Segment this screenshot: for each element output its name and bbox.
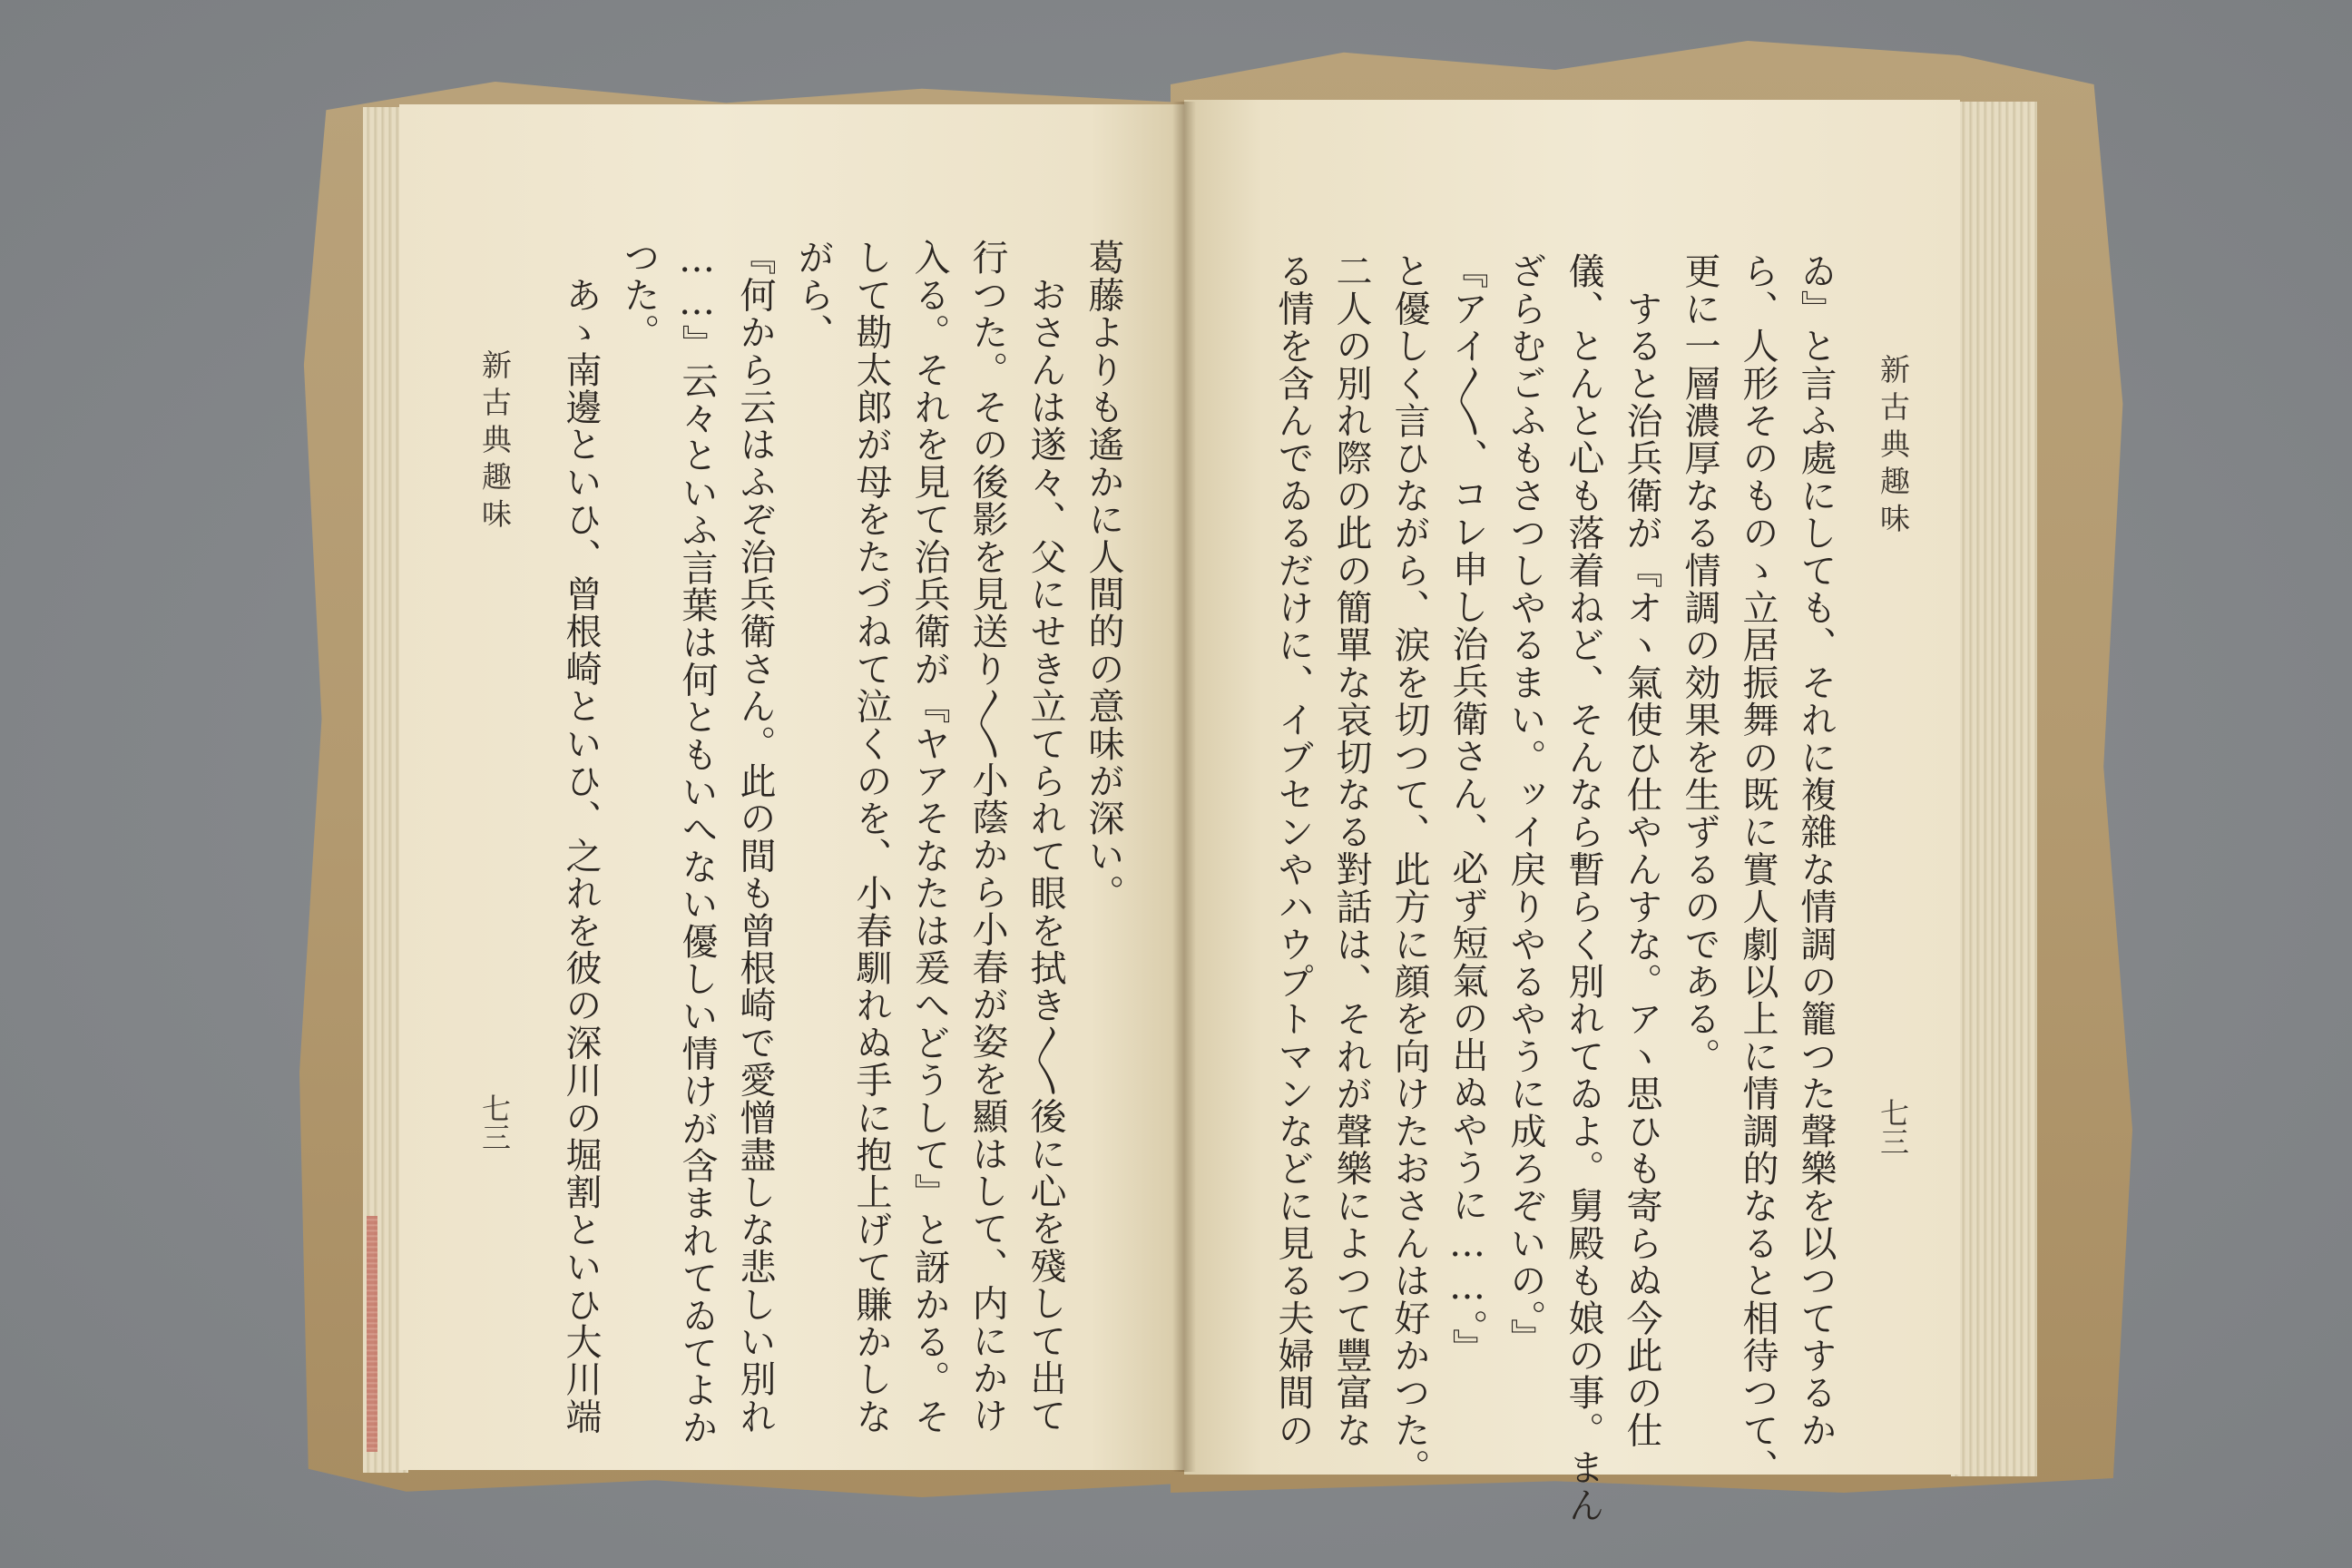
book-gutter [1172,102,1196,1472]
left-line-1: 葛藤よりも遙かに人間的の意味が深い。 [1083,239,1124,912]
left-line-6: がら、 [792,239,834,351]
right-line-7: 『アイ〳〵、コレ申し治兵衛さん、必ず短氣の出ぬやうに……。』 [1446,252,1488,1366]
left-line-5: して勘太郎が母をたづねて泣くのを、小春馴れぬ手に抱上げて賺かしな [850,239,892,1436]
right-line-4: すると治兵衛が『オヽ氣使ひ仕やんすな。アヽ思ひも寄らぬ今此の仕 [1621,252,1662,1449]
right-line-5: 儀、とんと心も落着ねど、そんなら暫らく別れてゐよ。舅殿も娘の事。まん [1563,252,1604,1524]
right-line-2: ら、人形そのものゝ立居振舞の既に實人劇以上に情調的なると相待つて、 [1737,252,1779,1486]
left-line-2: おさんは遂々、父にせき立てられて眼を拭き〳〵後に心を殘して出て [1024,239,1066,1435]
red-page-edge [367,1216,377,1452]
left-line-9: つた。 [618,239,660,351]
left-running-title: 新古典趣味 [477,349,513,535]
right-line-9: 二人の別れ際の此の簡單な哀切なる對話は、それが聲樂によつて豐富な [1330,252,1372,1449]
right-line-10: る情を含んでゐるだけに、イブセンやハウプトマンなどに見る夫婦間の [1272,252,1314,1449]
left-line-4: 入る。それを見て治兵衛が『ヤアそなたは爰へどうして』と訝かる。そ [908,239,950,1436]
left-line-8: ……』云々といふ言葉は何ともいへない優しい情けが含まれてゐてよか [676,239,718,1446]
right-line-6: ざらむごふもさつしやるまい。ッイ戻りやるやうに成ろぞいの。』 [1504,252,1546,1356]
right-line-1: ゐ』と言ふ處にしても、それに複雜な情調の籠つた聲樂を以つてするか [1795,252,1837,1449]
right-line-8: と優しく言ひながら、涙を切つて、此方に顔を向けたおさんは好かつた。 [1388,252,1430,1486]
left-line-7: 『何から云はふぞ治兵衛さん。此の間も曾根崎で愛憎盡しな悲しい別れ [734,239,776,1436]
right-page-number: 七三 [1876,1098,1910,1156]
right-running-title: 新古典趣味 [1876,354,1911,540]
left-page [399,104,1184,1470]
left-line-10: あゝ南邊といひ、曾根崎といひ、之れを彼の深川の堀割といひ大川端 [560,239,602,1436]
left-page-number: 七三 [477,1093,512,1152]
left-line-3: 行つた。その後影を見送り〳〵小蔭から小春が姿を顯はして、内にかけ [966,239,1008,1435]
right-page [1184,100,1960,1524]
right-line-3: 更に一層濃厚なる情調の効果を生ずるのである。 [1679,252,1720,1075]
page-edges-right [1951,102,2037,1476]
